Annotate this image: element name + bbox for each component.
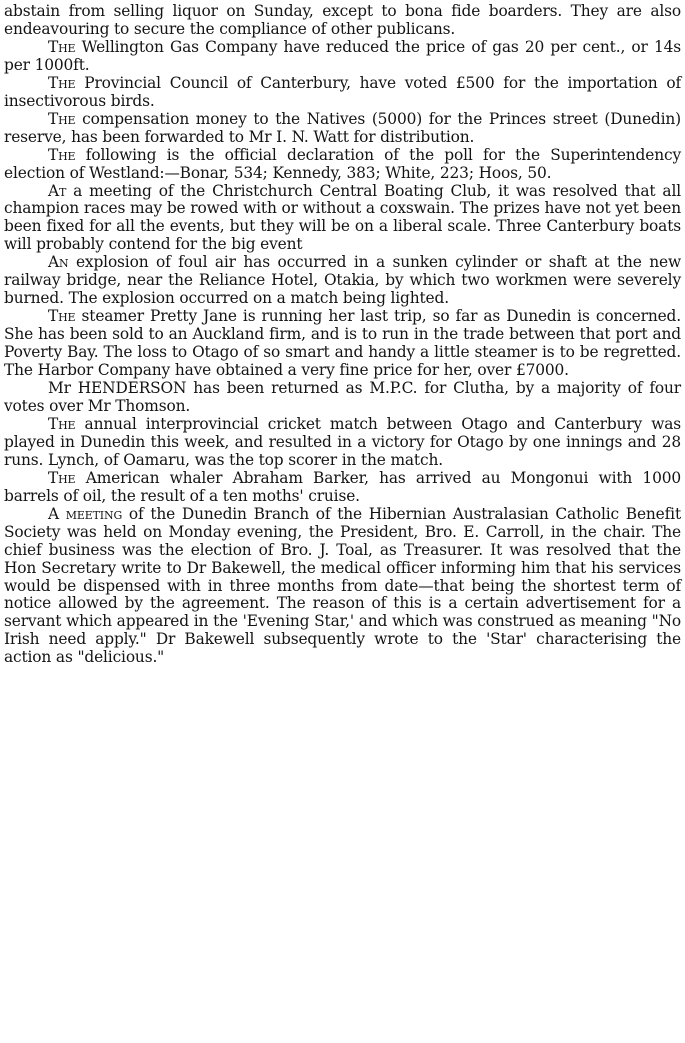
paragraph-lead: At [48,181,67,200]
paragraph-lead: The [48,307,76,326]
paragraph-liquor [4,3,681,39]
paragraph-lead: The [48,468,76,487]
paragraph-text: Wellington Gas Company have reduced the price of gas 20 per cent., or 14s per 1000ft. [4,37,681,74]
paragraph-lead: The [48,145,76,164]
paragraph-lead: An [48,253,69,272]
paragraph-gas-company [4,39,681,75]
paragraph-text: Mr HENDERSON has been returned as M.P.C. for Clutha, by a majority of four votes over Mr Thomson. [4,379,681,415]
paragraph-lead: A meeting [48,504,123,523]
paragraph-steamer [4,308,681,380]
paragraph-lead: The [48,414,76,433]
paragraph-cricket [4,416,681,470]
paragraph-hibernian-meeting [4,506,681,668]
paragraph-text: Provincial Council of Canterbury, have voted £500 for the importation of insectivorous birds. [4,73,681,110]
paragraph-compensation [4,111,681,147]
paragraph-text: a meeting of the Christchurch Central Boating Club, it was resolved that all champion races may be rowed with or without a coxswain. The prizes have not yet been been fixed for all the events, but they will be on a liberal scale. Three Canterbury boats will probably contend for the big event [4,181,681,254]
paragraph-lead: The [48,109,76,128]
paragraph-text: steamer Pretty Jane is running her last trip, so far as Dunedin is concerned. She has been sold to an Auckland firm, and is to run in the trade between that port and Poverty Bay. The loss to Otago of so smart and handy a little steamer is to be regretted. The Harbor Company have obtained a very fine price for her, over £7000. [4,307,681,380]
paragraph-lead: The [48,37,76,56]
paragraph-text: following is the official declaration of the poll for the Superintendency election of Westland:—Bonar, 534; Kennedy, 383; White, 223; Hoos, 50. [4,145,681,182]
paragraph-text: compensation money to the Natives (5000) for the Princes street (Dunedin) reserve, has been forwarded to Mr I. N. Watt for distribution. [4,109,681,146]
paragraph-henderson [4,380,681,416]
paragraph-text: annual interprovincial cricket match between Otago and Canterbury was played in Dunedin this week, and resulted in a victory for Otago by one innings and 28 runs. Lynch, of Oamaru, was the top scorer in the match. [4,414,681,469]
paragraph-boating-club [4,183,681,255]
paragraph-text: of the Dunedin Branch of the Hibernian Australasian Catholic Benefit Society was held on Monday evening, the President, Bro. E. Carroll, in the chair. The chief business was the election of Bro. J. Toal, as Treasurer. It was resolved that the Hon Secretary write to Dr Bakewell, the medical officer informing him that his services would be dispensed with in three months from date—that being the shortest term of notice allowed by the agreement. The reason of this is a certain advertisement for a servant which appeared in the 'Evening Star,' and which was construed as meaning "No Irish need apply." Dr Bakewell subsequently wrote to the 'Star' characterising the action as "delicious." [4,504,681,667]
paragraph-whaler [4,470,681,506]
paragraph-text: American whaler Abraham Barker, has arrived au Mongonui with 1000 barrels of oil, the result of a ten moths' cruise. [4,468,681,505]
paragraph-text: explosion of foul air has occurred in a sunken cylinder or shaft at the new railway bridge, near the Reliance Hotel, Otakia, by which two workmen were severely burned. The explosion occurred on a match being lighted. [4,253,681,308]
paragraph-text: abstain from selling liquor on Sunday, except to bona fide boarders. They are also endeavouring to secure the compliance of other publicans. [4,2,681,38]
paragraph-lead: The [48,73,76,92]
paragraph-explosion [4,254,681,308]
paragraph-election-poll [4,147,681,183]
paragraph-provincial-council [4,75,681,111]
